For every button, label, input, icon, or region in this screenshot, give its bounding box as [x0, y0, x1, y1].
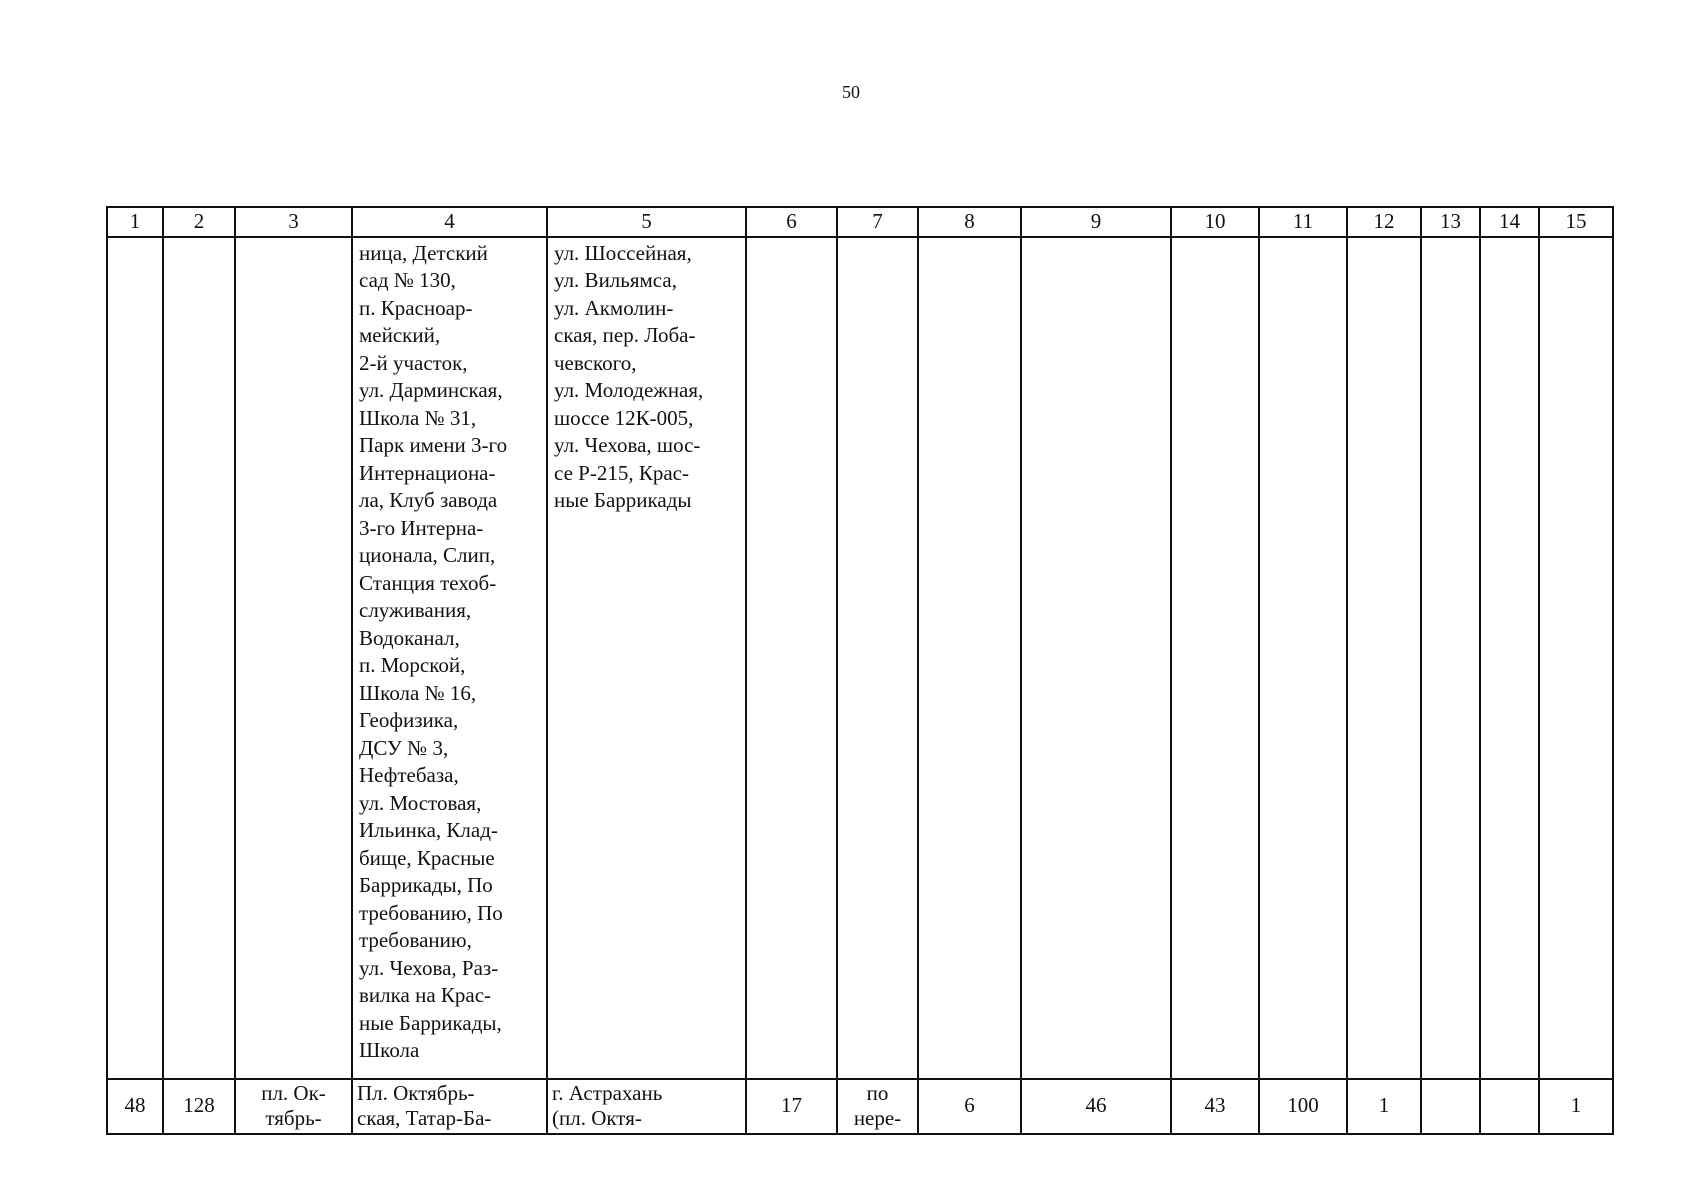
- table-cell: [1539, 237, 1613, 1079]
- column-number: 6: [746, 207, 837, 237]
- page-number: 50: [842, 82, 860, 102]
- column-number: 13: [1421, 207, 1480, 237]
- column-number: 9: [1021, 207, 1171, 237]
- table-cell: 46: [1021, 1079, 1171, 1134]
- table-cell: [1021, 237, 1171, 1079]
- table-cell: [918, 237, 1021, 1079]
- column-number: 1: [107, 207, 163, 237]
- column-number: 11: [1259, 207, 1347, 237]
- table-cell: [163, 237, 235, 1079]
- table-cell: 1: [1347, 1079, 1421, 1134]
- column-number: 12: [1347, 207, 1421, 237]
- column-number: 8: [918, 207, 1021, 237]
- column-number-row: [107, 207, 1613, 237]
- route-table: [106, 206, 1614, 1135]
- table-cell: [1421, 237, 1480, 1079]
- column-number: 14: [1480, 207, 1539, 237]
- table-cell: [107, 237, 163, 1079]
- column-number: 5: [547, 207, 746, 237]
- table-row-continued: [107, 237, 1613, 1079]
- table-cell: 43: [1171, 1079, 1259, 1134]
- column-number: 3: [235, 207, 352, 237]
- stops-list-cell: Пл. Октябрь- ская, Татар-Ба-: [352, 1079, 547, 1134]
- table-cell: [1259, 237, 1347, 1079]
- stops-list-cell: ница, Детский сад № 130, п. Красноар- мейский, 2-й участок, ул. Дарминская, Школа № 31, Парк имени 3-го Интернациона- ла, Клуб завода 3-го Интерна- ционала, Слип, Станция техоб- служивания, Водоканал, п. Морской, Школа № 16, Геофизика, ДСУ № 3, Нефтебаза, ул. Мостовая, Ильинка, Клад- бище, Красные Баррикады, По требованию, По требованию, ул. Чехова, Раз- вилка на Крас- ные Баррикады, Школа: [352, 237, 547, 1079]
- column-number: 7: [837, 207, 918, 237]
- table-cell: [1480, 237, 1539, 1079]
- table-cell: [235, 237, 352, 1079]
- table-cell: [1480, 1079, 1539, 1134]
- column-number: 4: [352, 207, 547, 237]
- table-cell: 1: [1539, 1079, 1613, 1134]
- route-number-cell: 128: [163, 1079, 235, 1134]
- table-cell: 6: [918, 1079, 1021, 1134]
- streets-list-cell: г. Астрахань (пл. Октя-: [547, 1079, 746, 1134]
- column-number: 10: [1171, 207, 1259, 237]
- table-cell: по нере-: [837, 1079, 918, 1134]
- column-number: 2: [163, 207, 235, 237]
- table-cell: [1347, 237, 1421, 1079]
- column-number: 15: [1539, 207, 1613, 237]
- table-cell: [1421, 1079, 1480, 1134]
- route-name-cell: пл. Ок- тябрь-: [235, 1079, 352, 1134]
- table-cell: 100: [1259, 1079, 1347, 1134]
- table-cell: [746, 237, 837, 1079]
- table-cell: 17: [746, 1079, 837, 1134]
- table-cell: [837, 237, 918, 1079]
- table-cell: [1171, 237, 1259, 1079]
- streets-list-cell: ул. Шоссейная, ул. Вильямса, ул. Акмолин- ская, пер. Лоба- чевского, ул. Молодежная, шоссе 12К-005, ул. Чехова, шос- се Р-215, Крас- ные Баррикады: [547, 237, 746, 1079]
- route-order-cell: 48: [107, 1079, 163, 1134]
- table-row: [107, 1079, 1613, 1134]
